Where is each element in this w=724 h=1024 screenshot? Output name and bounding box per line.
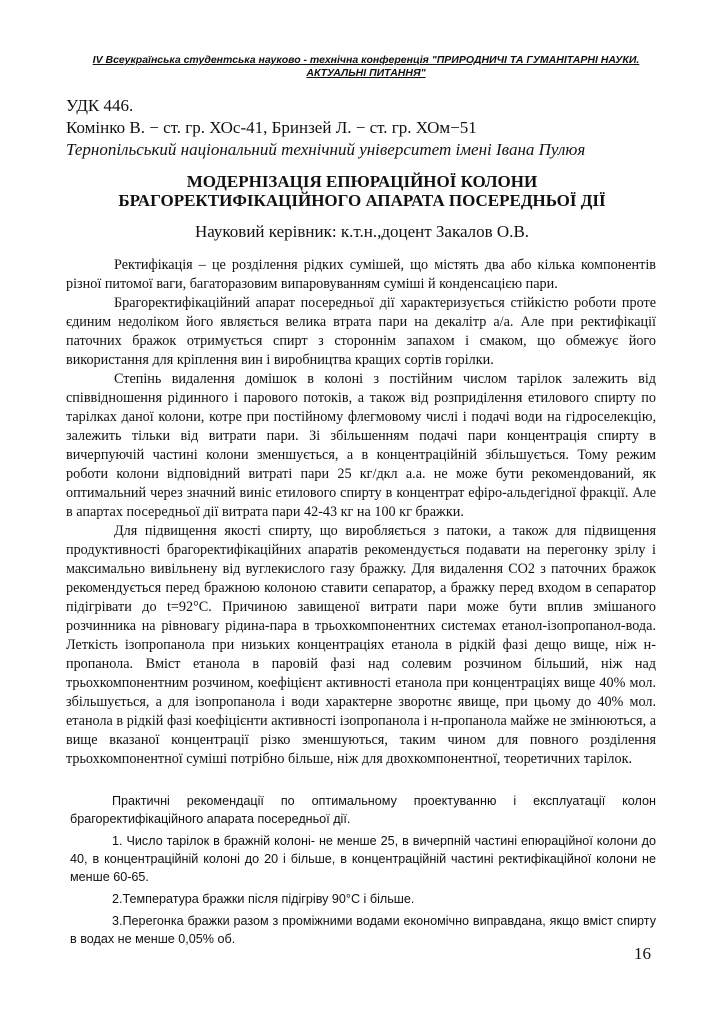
affiliation-line: Тернопільський національний технічний університет імені Івана Пулюя	[66, 140, 586, 159]
paragraph: Для підвищення якості спирту, що виробляється з патоки, а також для підвищення продуктивності брагоректифікаційних апаратів рекомендується подавати на перегонку зрілу і максимально вивільнену від вуглекислого газу бражку. Для видалення СО2 з паточних бражок рекомендується перед бражною колоною ставити сепаратор, а бражку перед входом в сепаратор підігрівати до t=92°С. Причиною завищеної витрати пари може бути вплив змішаного розчинника на рівновагу рідина-пара в трьохкомпонентних системах етанол-ізопропанол-вода. Леткість ізопропанола при низьких концентраціях етанола в рідкій фазі дещо вище, ніж н-пропанола. Вміст етанола в паровій фазі над солевим розчином більший, ніж над трьохкомпонентним розчином, коефіцієнт активності етанола при концентраціях вище 40% мол. збільшується, а для ізопропанола і води характерне зворотнє явище, при цьому до 40% мол. етанола в рідкій фазі коефіцієнти активності ізопропанола і н-пропанола майже не змінюються, а вище вказаної концентрації різко зменшуються, таким чином для повного розділення трьохкомпонентної суміші потрібно більше, ніж для двохкомпонентної, теоретичних тарілок.	[66, 523, 656, 767]
paragraph: Ректифікація – це розділення рідких сумішей, що містять два або кілька компонентів різної питомої ваги, багаторазовим випаровуванням суміші й конденсацією пари.	[66, 257, 656, 292]
title-line-1: МОДЕРНІЗАЦІЯ ЕПЮРАЦІЙНОЇ КОЛОНИ	[186, 172, 538, 191]
authors-line: Комінко В. − ст. гр. ХОс-41, Бринзей Л. − ст. гр. ХОм−51	[66, 118, 477, 137]
paragraph: Степінь видалення домішок в колоні з постійним числом тарілок залежить від співвідношення рідинного і парового потоків, а також від розприділення етилового спирту по тарілках даної колони, котре при постійному флегмовому числі і подачі води на гідроселекцію, залежить тільки від витрати пари. Зі збільшенням подачі пари концентрація спирту в вичерпуючій частині колони зменшується, а в концентраційній збільшується. Тому режим роботи колони відповідний витраті пари 25 кг/дкл а.а. не може бути рекомендований, як оптимальний через значний виніс етилового спирту в концентрат ефіро-альдегідної фракції. Але в апартах посередньої дії витрата пари 42-43 кг на 100 кг бражки.	[66, 371, 656, 520]
recommendations-intro: Практичні рекомендації по оптимальному проектуванню і експлуатації колон брагоректифікаційного апарата посередньої дії.	[70, 794, 656, 826]
recommendation-item: 2.Температура бражки після підігріву 90°С і більше.	[112, 892, 415, 906]
paragraph: Брагоректифікаційний апарат посередньої дії характеризується стійкістю роботи проте єдиним недоліком його являється велика втрата пари на декалітр а/а. Але при ректифікації паточних бражок отримується спирт з стороннім запахом і смаком, що обмежує його використання для кріплення вин і виробництва кращих сортів горілки.	[66, 295, 656, 368]
conference-header: IV Всеукраїнська студентська науково - технічна конференція "ПРИРОДНИЧІ ТА ГУМАНІТАРНІ НАУКИ. АКТУАЛЬНІ ПИТАННЯ"	[92, 54, 640, 79]
recommendation-item: 1. Число тарілок в бражній колоні- не менше 25, в вичерпній частині епюраційної колони до 40, в концентраційній колоні до 20 і більше, в концентраційній частині ректифікаційної колони не менше 60-65.	[70, 834, 656, 884]
title-line-2: БРАГОРЕКТИФІКАЦІЙНОГО АПАРАТА ПОСЕРЕДНЬОЇ ДІЇ	[118, 191, 606, 210]
scientific-advisor: Науковий керівник: к.т.н.,доцент Закалов О.В.	[194, 222, 530, 241]
recommendation-item: 3.Перегонка бражки разом з проміжними водами економічно виправдана, якщо вміст спирту в водах не менше 0,05% об.	[70, 914, 656, 946]
paper-title	[60, 172, 664, 210]
body-text	[66, 256, 656, 769]
page-number: 16	[634, 944, 651, 963]
recommendations	[70, 792, 656, 952]
udc-code: УДК 446.	[66, 96, 134, 115]
